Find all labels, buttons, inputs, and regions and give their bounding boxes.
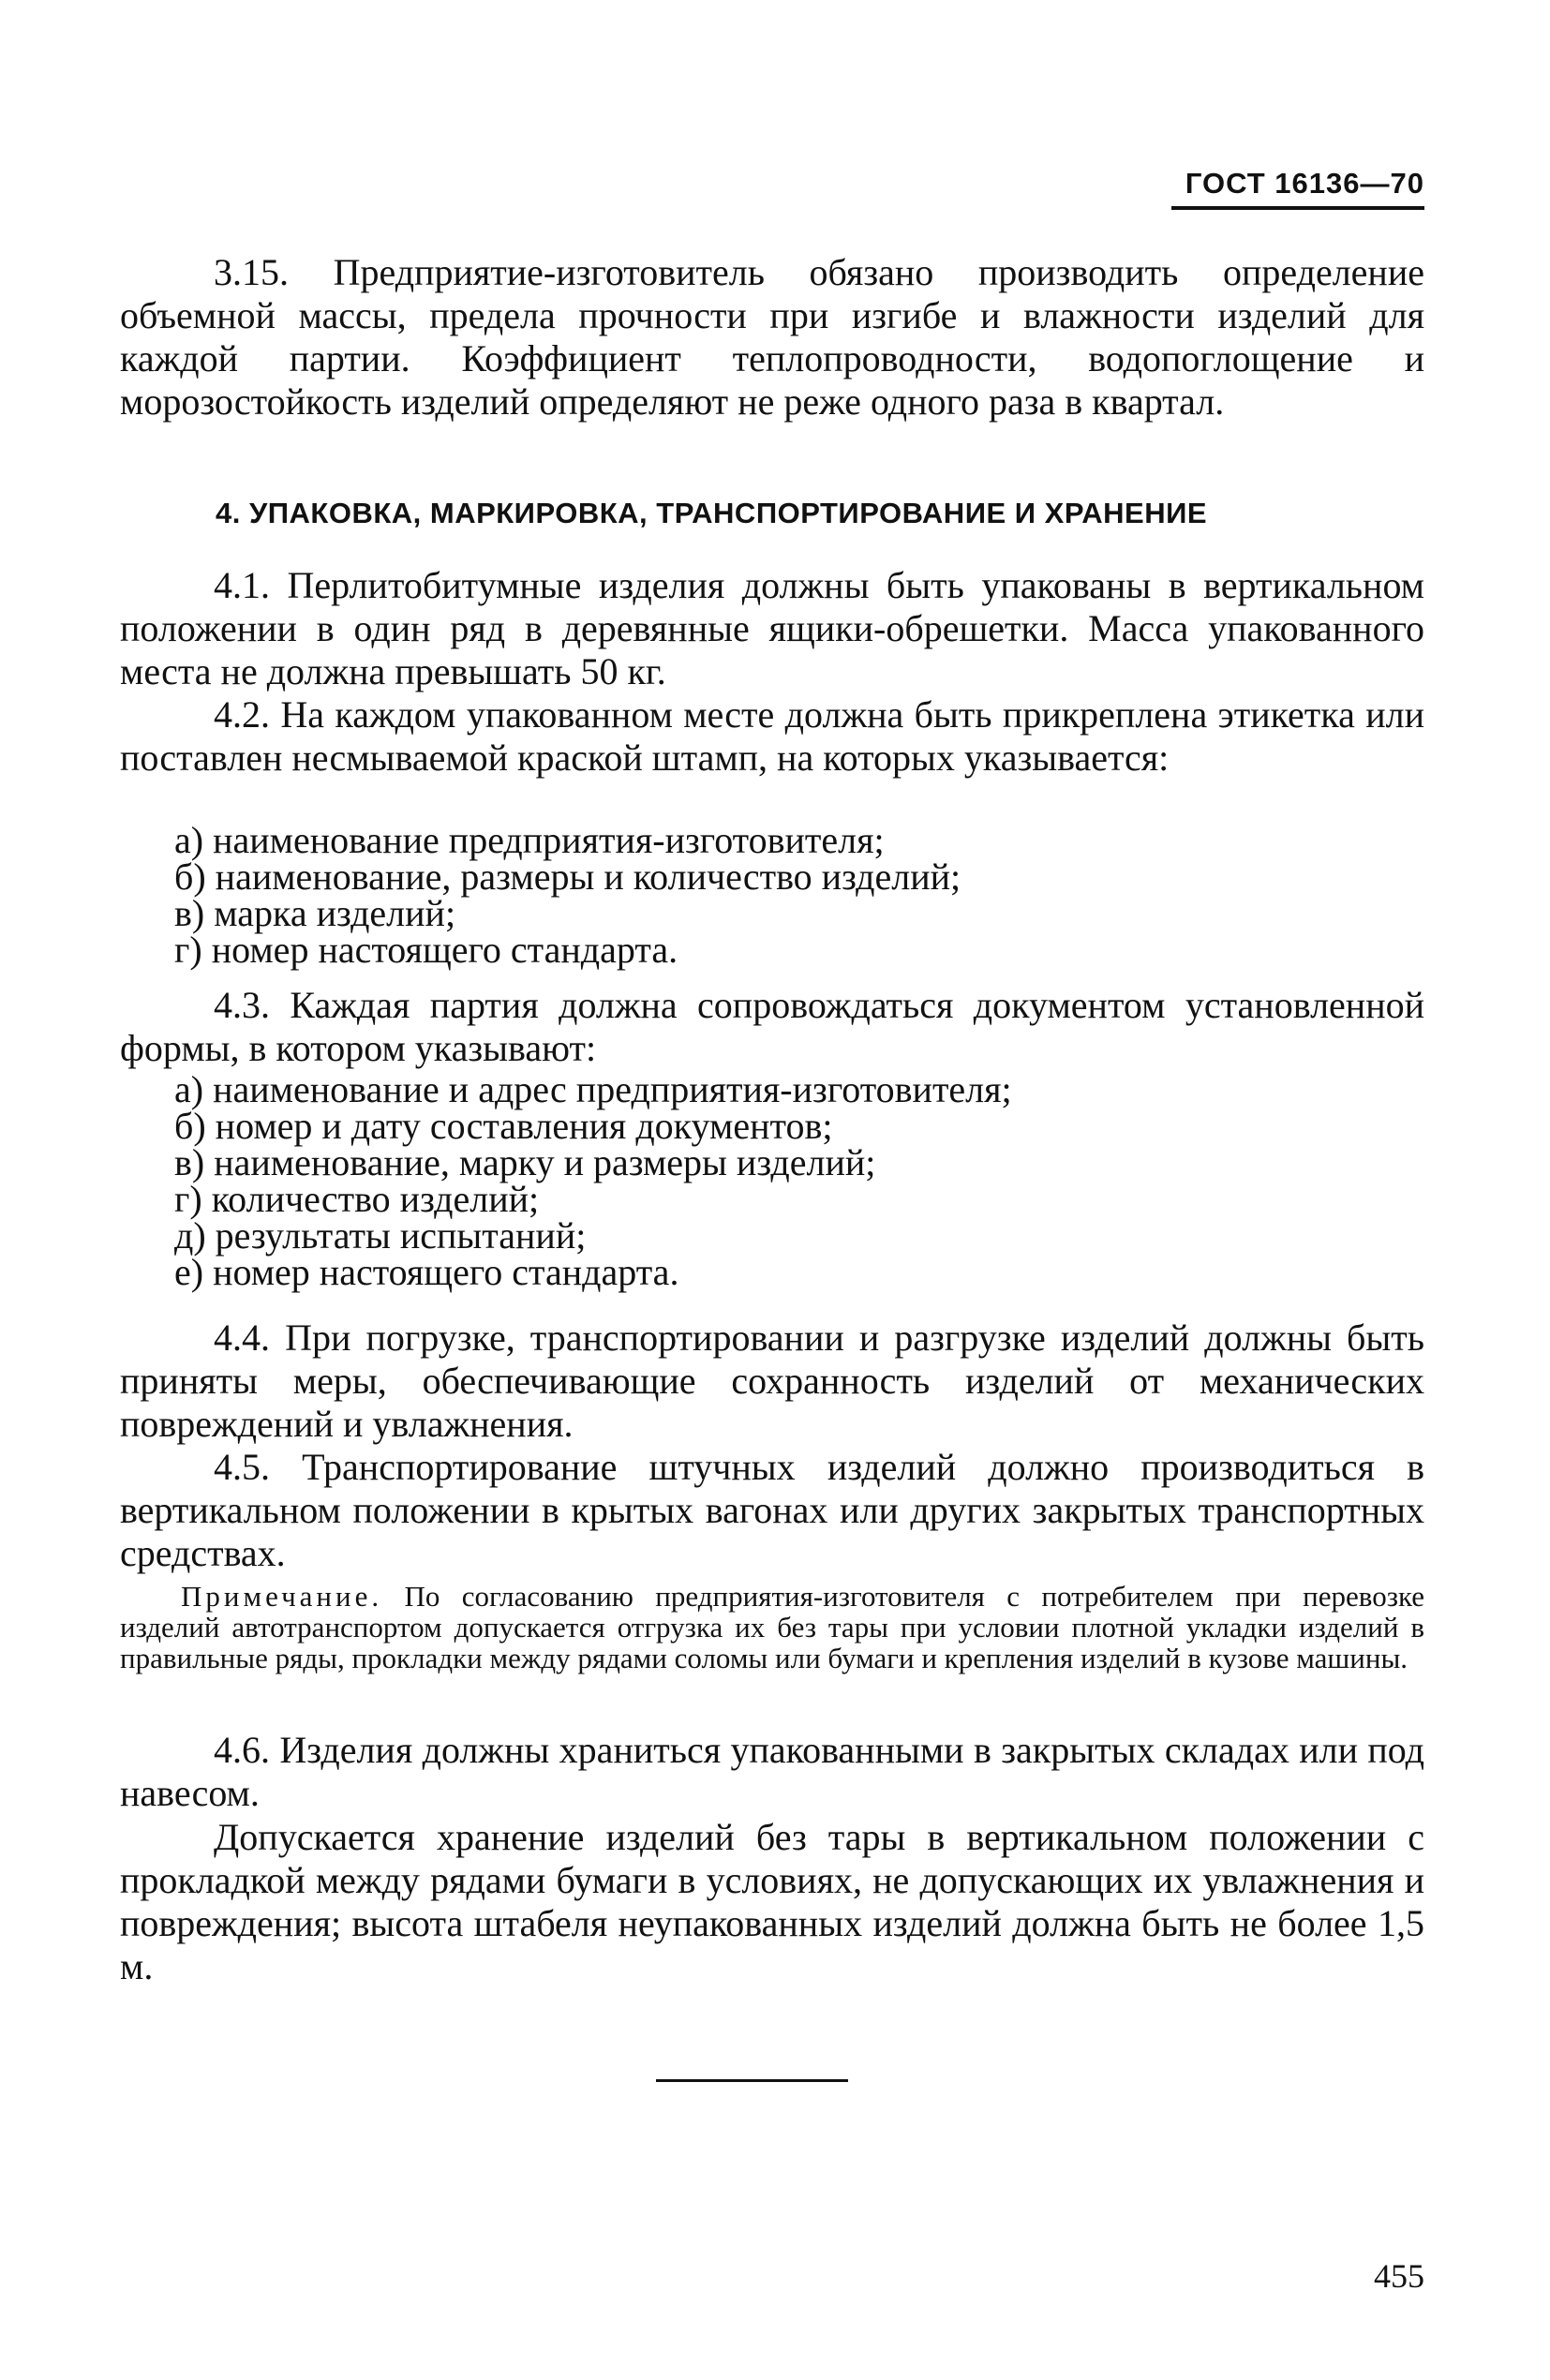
- list-item: в) наименование, марку и размеры изделий;: [174, 1141, 876, 1183]
- end-divider: [656, 2079, 848, 2082]
- list-item: г) номер настоящего стандарта.: [174, 929, 678, 971]
- list-item: б) наименование, размеры и количество изделий;: [174, 855, 961, 898]
- list-item: в) марка изделий;: [174, 892, 456, 934]
- list-item: д) результаты испытаний;: [174, 1214, 587, 1257]
- list-item: а) наименование предприятия-изготовителя;: [174, 819, 885, 861]
- list-4-3: [174, 1068, 1012, 1293]
- header-divider: [1171, 206, 1424, 210]
- paragraph-4-4: 4.4. При погрузке, транспортировании и разгрузке изделий должны быть приняты меры, обеспечивающие сохранность изделий от механических повреждений и увлажнения.: [120, 1316, 1424, 1445]
- document-header: ГОСТ 16136—70: [1185, 167, 1424, 200]
- section-4-title: 4. УПАКОВКА, МАРКИРОВКА, ТРАНСПОРТИРОВАНИЕ И ХРАНЕНИЕ: [216, 497, 1208, 529]
- list-item: е) номер настоящего стандарта.: [174, 1251, 679, 1293]
- paragraph-3-15: 3.15. Предприятие-изготовитель обязано производить определение объемной массы, предела прочности при изгибе и влажности изделий для каждой партии. Коэффициент теплопроводности, водопоглощение и морозостойкость изделий определяют не реже одного раза в квартал.: [120, 251, 1424, 423]
- list-item: а) наименование и адрес предприятия-изготовителя;: [174, 1068, 1012, 1110]
- list-item: г) количество изделий;: [174, 1178, 540, 1220]
- paragraph-4-3: 4.3. Каждая партия должна сопровождаться документом установленной формы, в котором указывают:: [120, 984, 1424, 1069]
- paragraph-4-6: 4.6. Изделия должны храниться упакованными в закрытых складах или под навесом.: [120, 1729, 1424, 1814]
- note-text: По согласованию предприятия-изготовителя с потребителем при перевозке изделий автотранспортом допускается отгрузка их без тары при условии плотной укладки изделий в правильные ряды, прокладки между рядами соломы или бумаги и крепления изделий в кузове машины.: [120, 1580, 1424, 1674]
- paragraph-4-5: 4.5. Транспортирование штучных изделий должно производиться в вертикальном положении в крытых вагонах или других закрытых транспортных средствах.: [120, 1446, 1424, 1574]
- page-number: 455: [1374, 2257, 1424, 2295]
- list-item: б) номер и дату составления документов;: [174, 1105, 833, 1147]
- paragraph-4-1: 4.1. Перлитобитумные изделия должны быть упакованы в вертикальном положении в один ряд в деревянные ящики-обрешетки. Масса упакованного места не должна превышать 50 кг.: [120, 564, 1424, 692]
- paragraph-4-2: 4.2. На каждом упакованном месте должна быть прикреплена этикетка или поставлен несмываемой краской штамп, на которых указывается:: [120, 693, 1424, 779]
- note: [120, 1581, 1424, 1673]
- note-label: Примечание.: [181, 1580, 383, 1613]
- list-4-2: [174, 819, 961, 971]
- paragraph-4-6-continued: Допускается хранение изделий без тары в вертикальном положении с прокладкой между рядами бумаги в условиях, не допускающих их увлажнения и повреждения; высота штабеля неупакованных изделий должна быть не более 1,5 м.: [120, 1816, 1424, 1987]
